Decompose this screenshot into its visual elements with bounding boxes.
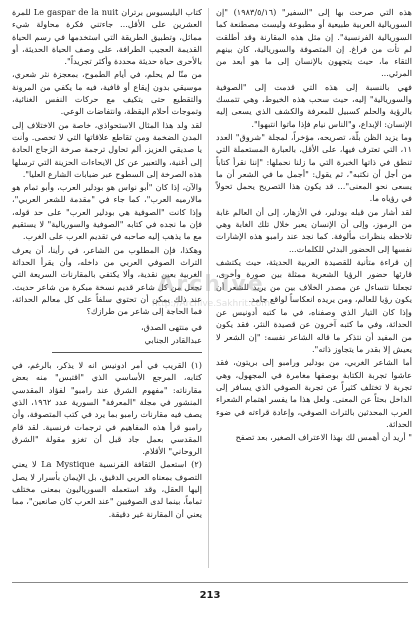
- signature-name: عبدالقادر الجنابي: [144, 334, 202, 345]
- paragraph: فهي بالنسبة إلى هذه التي قدمت إلى "الصوفية والسوريالية" إليه، حيث سحب هذه الخيوط، وهي تتمسك بالرؤية والحلم كسبيل للمعرفة والكشف الذي يسعى إليه الإنسان: الإبداع، و"الناس نيام فإذا ماتوا انتبهوا".: [216, 81, 412, 129]
- footer-rule: [12, 582, 408, 583]
- signature-greeting: في منتهى الصدق،: [140, 322, 202, 333]
- paragraph: وإذا كان التيار الذي وصفناه، في ما كتبه أدونيس عن الحداثة، وفي ما كتبه آخرون عن قصيدة النثر، فقد يكون من المفيد أن نتذكر ما قاله الشاعر نفسه: "إن الشعر لا يعيش إلا بقدر ما يتجاوز ذاته".: [216, 307, 412, 355]
- paragraph: إن قراءة متأنية للقصيدة العربية الحديثة، حيث يكتشف قارئها حضور الرؤيا الشعرية ممثلة بين صورة وأخرى، تجعلنا نتساءل عن مصدر الخلاف بين من يريد للشعر أن يكون رؤيا للعالم، ومن يريده انعكاساً لواقع جامد.: [216, 256, 412, 304]
- quote-paragraph: من منّا لم يحلم، في أيام الطموح، بمعجزة نثر شعري، موسيقي بدون إيقاع أو قافية، فيه ما يكفي من المرونة والتقطيع حتى يتكيف مع حركات النفس الغنائية، وتموجات أحلام اليقظة، وانتفاضات الوعي.: [12, 69, 202, 117]
- paragraph: وهكذا، فإن المطلوب من الشاعر، في رأينا، أن يعرف التراث الصوفي العربي من داخله، وأن يقرأ الحداثة الغربية بعين نقدية، وألا يكتفي بالمقارنات السريعة التي تجعل من كل شاعر قديم نسخة مبكرة من شاعر حديث. عند ذلك يمكن أن تحتوي سلفاً على كل معالم الحداثة، فما الحاجة إلى شاعر من طرازك؟: [12, 244, 202, 317]
- paragraph: هذه التي صرحت بها إلى "السفير" (١٩٨٣/٥/١٦) "إن السوريالية العربية طبيعية أو مطبوعة وليست مصطنعة كما السوريالية الفرنسية". إن مثل هذه المقارنة وقد أطلقت لم تأت من فراغ. إن المتصوفة والسوريالية، كان بينهم التقاء ما، حيث يتجهون بالإنسان إلى ما هو أبعد من المرئي...: [216, 7, 412, 79]
- paragraph: لقد أشار من قبله بودلير، في الأزهار، إلى أن العالم غابة من الرموز، وإلى أن الإنسان يعبر خلال تلك الغابة وهي تلاحظه بنظرات مألوفة. كما نجد عند رامبو هذه الإشارات نفسها إلى الحضور البدئي للكلمات...: [216, 206, 412, 254]
- paragraph: " أريد أن أهمس لك بهذا الاعتراف الصغير، بعد تصفح: [235, 432, 412, 443]
- footnote-separator: [52, 352, 202, 353]
- footnote: (١) القريب في أمر ادونيس انه لا يذكر، بالرغم، في كتابه، المرجع الأساسي الذي "اقتبس" منه بعض مقارناته: "مفهوم الشرق عند رامبو" لفؤاد المقدسي المنشور في مجلة "المعرفة" السورية عدد ١٩٦٢، الذي يصف فيه مقارنات رامبو بما يرد في كتب المتصوفة، وأن رامبو قرأ هذه المفاهيم في ترجمات فرنسية. لقد قام المقدسي بعمل جاد قبل أن تغزو مقولة "الشرق الروحاني" الأقلام.: [12, 360, 202, 457]
- paragraph: أما الشاعر الغربي، من بودلير ورامبو إلى بريتون، فقد عاشوا تجربة الكتابة بوصفها مغامرة في المجهول، وهي تجربة لا تختلف كثيراً عن تجربة الصوفي الذي يسافر إلى الداخل بحثاً عن المعنى. ولعل هذا ما يفسر اهتمام الشعراء العرب المحدثين بالتراث الصوفي، وإعادة قراءته في ضوء الحداثة.: [216, 357, 412, 429]
- watermark-url: http://Archive.Sakhrit.com: [151, 299, 271, 309]
- footnote: (٢) استعمل الثقافة الفرنسية La Mystique لا يعني التصوف بمعناه العربي الدقيق، بل الإيمان بأسرار لا يصل إليها العقل، وقد استعمله السورياليون بمعنى مختلف تماماً، بينما لدى الصوفيين "عند العرب كان صانعين"، مما يعني أن المقارنة غير دقيقة.: [12, 459, 202, 519]
- watermark-name: Archive: [157, 272, 265, 297]
- quote-paragraph: كتاب اليليسيوس برتران Le gaspar de la nuit للمرة العشرين على الأقل... جاءتني فكرة محاولة شيء مماثل، وتطبيق الطريقة التي استخدمها في رسم الحياة القديمة العجيب الطرافة، على وصف الحياة الحديثة، أو بالأحرى حياة حديثة محددة وأكثر تجريداً".: [12, 7, 202, 67]
- signature-block: [12, 321, 202, 346]
- paragraph: وما يزيد الظن بلّة، تصريحه، مؤخراً، لمجلة "شروق" العدد ١١، التي تعترف فيها، على الأقل، بالعبارة المستعملة التي تنطق في ذاتها الخبرة التي ما زلنا نحملها: "إننا نقرأ كتاباً من أجل أن نكتبه"، ثم يقول: "أجمل ما في الشعر أن ما يسعى نحو المعنى"... قد يكون هذا التصريح يحمل تحولاً في رؤياه ما.: [216, 131, 412, 204]
- page-number: 213: [199, 590, 221, 601]
- column-divider: [208, 8, 209, 568]
- quote-paragraph: لقد ولد هذا المثال الاستحواذي، خاصة من الاختلاف إلى المدن الضخمة ومن تقاطع علاقاتها التي لا تحصى. وأنت يا صديقي العزيز، ألم تحاول ترجمة صرخة الزجاج الحادة إلى أغنية، والتعبير عن كل الايحاءات الحزينة التي ترسلها هذه الصرخة إلى السطوح عبر ضبابات الشارع العليا".: [12, 119, 202, 179]
- left-column: [12, 6, 202, 521]
- right-column: [216, 6, 412, 444]
- paragraph: والآن، إذا كان "أبو نواس هو بودلير العرب، وأبو تمام هو مالارميه العرب"، كما جاء في "مقدمة للشعر العربي"، وإذا كانت "الصوفية هي بودلير العرب" على حد قوله، فإن ما نجده في كتابه "الصوفية والسوريالية" لا يستقيم مع ما يذهب إليه صاحبه في تقديم العرب على الغرب.: [12, 182, 202, 242]
